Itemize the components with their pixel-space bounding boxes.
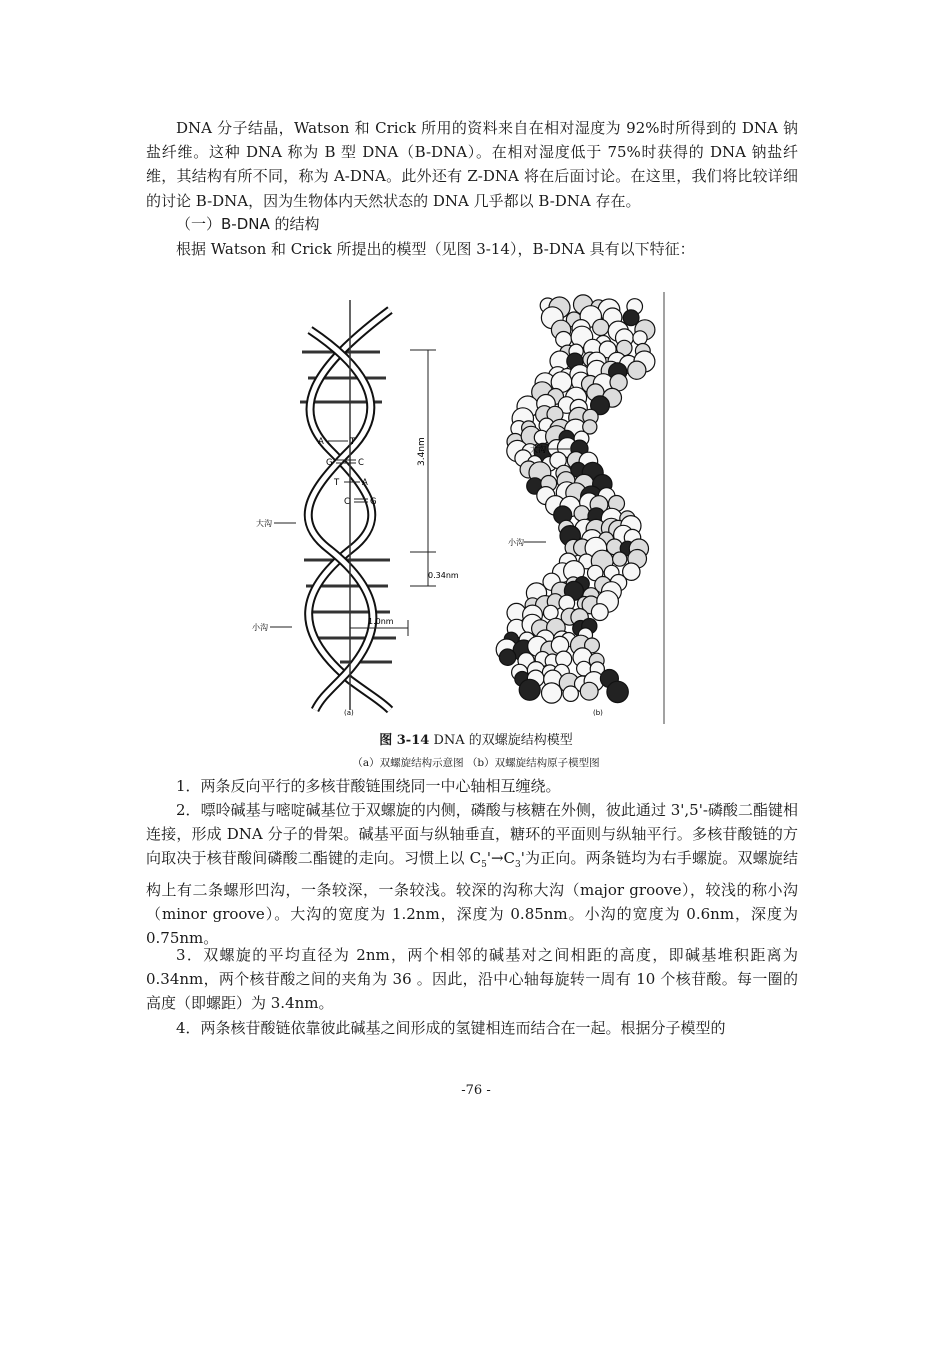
rise-label: 0.34nm [428, 571, 459, 580]
major-groove-label-b: 大沟 [530, 445, 546, 454]
pair-1-left: A [318, 437, 324, 447]
atom-sphere [613, 552, 627, 566]
section-heading: （一）B-DNA 的结构 [176, 215, 320, 233]
atom-sphere [563, 686, 578, 701]
point-3: 3．双螺旋的平均直径为 2nm，两个相邻的碱基对之间相距的高度，即碱基堆积距离为 0.34nm，两个核苷酸之间的夹角为 36 。因此，沿中心轴每旋转一周有 10 个核苷酸。每一圈的高度（即螺距）为 3.4nm。 [146, 946, 798, 1013]
atom-sphere [580, 682, 598, 700]
atom-sphere [633, 331, 647, 345]
point-2-text-b: '为正向。两条链均为右手螺旋。双螺旋结构上有二条螺形凹沟，一条较深，一条较浅。较深的沟称大沟（major groove），较浅的称小沟（minor groove）。大沟的宽度为 1.2nm，深度为 0.85nm。小沟的宽度为 0.6nm，深度为 0.75nm。 [146, 849, 798, 948]
pair-1-right: T [350, 437, 356, 447]
panel-b-label: (b) [593, 709, 603, 717]
helix-schematic [252, 300, 459, 717]
pair-2-right: C [358, 458, 364, 468]
point-2 [146, 798, 798, 950]
pair-2-left: G [326, 458, 333, 468]
atom-sphere [542, 683, 562, 703]
dna-figure [240, 290, 680, 730]
atom-sphere [591, 604, 608, 621]
minor-groove-label-a: 小沟 [252, 623, 268, 632]
atomic-model [496, 292, 664, 724]
atom-sphere [519, 679, 540, 700]
point-2-text-mid: '→C [486, 849, 515, 868]
diameter-label: 1.0nm [368, 617, 394, 626]
atom-sphere [607, 681, 628, 702]
point-2-sub-5: 5 [481, 860, 487, 871]
figure-title: DNA 的双螺旋结构模型 [433, 733, 573, 748]
pair-3-right: A [362, 478, 368, 488]
major-groove-label-a: 大沟 [256, 519, 272, 528]
page-number: -76 - [461, 1083, 491, 1098]
atom-sphere [499, 649, 515, 665]
point-4: 4．两条核苷酸链依靠彼此碱基之间形成的氢键相连而结合在一起。根据分子模型的 [176, 1019, 726, 1037]
point-2-sub-3: 3 [515, 860, 521, 871]
minor-groove-label-b: 小沟 [508, 538, 524, 547]
intro-paragraph: DNA 分子结晶，Watson 和 Crick 所用的资料来自在相对湿度为 92%时所得到的 DNA 钠盐纤维。这种 DNA 称为 B 型 DNA（B-DNA）。在相对湿度低于 75%时获得的 DNA 钠盐纤维，其结构有所不同，称为 A-DNA。此外还有 Z-DNA 将在后面讨论。在这里，我们将比较详细的讨论 B-DNA，因为生物体内天然状态的 DNA 几乎都以 B-DNA 存在。 [146, 119, 798, 210]
pair-4-right: G [370, 497, 377, 507]
lead-sentence: 根据 Watson 和 Crick 所提出的模型（见图 3-14），B-DNA 具有以下特征： [176, 240, 695, 258]
pitch-label: 3.4nm [417, 437, 427, 466]
pair-4-left: C [344, 497, 350, 507]
atom-sphere [628, 361, 646, 379]
figure-number: 图 3-14 [379, 733, 430, 748]
figure-subcaption: （a）双螺旋结构示意图 （b）双螺旋结构原子模型图 [352, 757, 600, 769]
point-1: 1．两条反向平行的多核苷酸链围绕同一中心轴相互缠绕。 [176, 777, 561, 795]
atom-sphere [593, 319, 609, 335]
dna-figure-svg [240, 290, 680, 730]
panel-a-label: (a) [344, 709, 354, 717]
figure-caption [0, 729, 952, 748]
point-2-text-a: 2．嘌呤碱基与嘧啶碱基位于双螺旋的内侧，磷酸与核糖在外侧，彼此通过 3',5'-磷酸二酯键相连接，形成 DNA 分子的骨架。碱基平面与纵轴垂直，糖环的平面则与纵轴平行。多核苷酸链的方向取决于核苷酸间磷酸二酯键的走向。习惯上以 C [146, 801, 798, 868]
pair-3-left: T [334, 478, 340, 488]
atom-sphere [574, 506, 589, 521]
